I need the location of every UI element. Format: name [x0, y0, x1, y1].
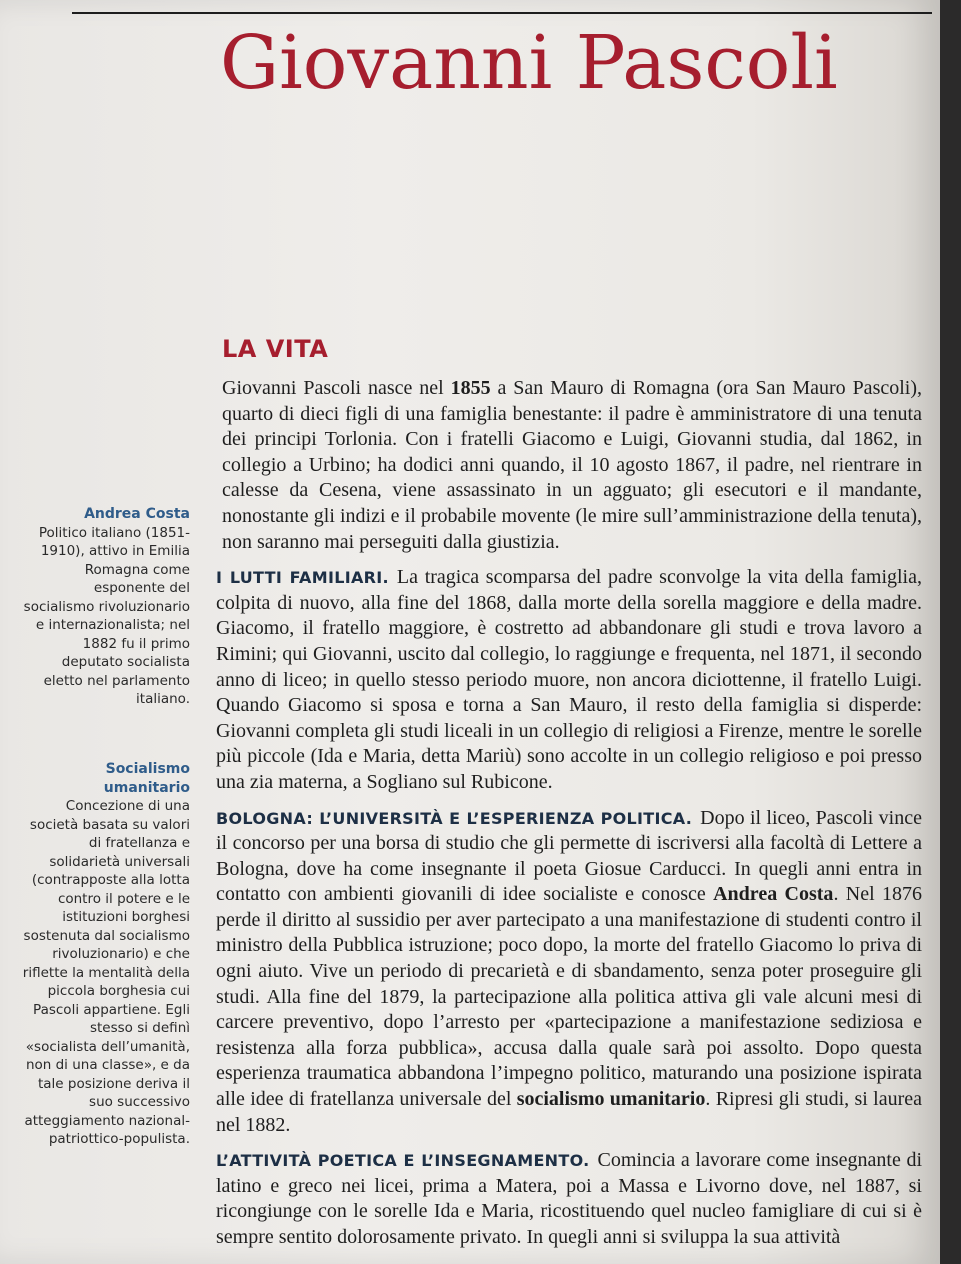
- text-run: a San Mauro di Romagna (ora San Mauro Pascoli), quarto di dieci figli di una famiglia benestante: il padre è amministratore di una tenuta dei principi Torlonia. Con i fratelli Giacomo e Luigi, Giovanni studia, dal 1862, in collegio a Urbino; ha dodici anni quando, il 10 agosto 1867, il padre, nel rientrare in calesse da Cesena, viene assassinato in un agguato; gli esecutori e il mandante, nonostante gli indizi e il probabile movente (le mire sull’amministrazione della tenuta), non saranno mai perseguiti dalla giustizia.: [222, 377, 922, 553]
- bold-term-andrea-costa: Andrea Costa: [713, 883, 834, 906]
- sidenote-socialismo-umanitario: [20, 760, 190, 1149]
- text-run: La tragica scomparsa del padre sconvolge la vita della famiglia, colpita di nuovo, alla fine del 1868, dalla morte della sorella maggiore e della madre. Giacomo, il fratello maggiore, è costretto ad abbandonare gli studi e trova lavoro a Rimini; qui Giovanni, uscito dal collegio, lo raggiunge e frequenta, nel 1871, il secondo anno di liceo; in quello stesso periodo muore, non ancora diciottenne, il fratello Luigi. Quando Giacomo si sposa e torna a San Mauro, il resto della famiglia si disperde: Giovanni completa gli studi liceali in un collegio di religiosi a Firenze, mentre le sorelle più piccole (Ida e Maria, detta Mariù) sono accolte in un collegio religioso e poi presso una zia materna, a Sogliano sul Rubicone.: [216, 566, 922, 793]
- bold-year: 1855: [450, 377, 491, 399]
- text-run: Dopo il liceo, Pascoli vince il concorso per una borsa di studio che gli permette di iscriversi alla facoltà di Lettere a Bologna, dove ha come insegnante il poeta Giosue Carducci. In quegli anni entra in contatto con ambienti giovanili di idee socialiste e conosce: [216, 806, 922, 906]
- main-text: [216, 332, 922, 1261]
- paragraph-attivita: [216, 1148, 922, 1250]
- section-heading: LA VITA: [222, 335, 329, 363]
- text-run: . Nel 1876 perde il diritto al sussidio per aver partecipato a una manifestazione di studenti contro il ministro della Pubblica istruzione; poco dopo, la morte del fratello Giacomo lo priva di ogni aiuto. Vive un periodo di precarietà e di sbandamento, senza poter proseguire gli studi. Alla fine del 1879, la partecipazione alla politica attiva gli vale alcuni mesi di carcere preventivo, dopo l’arresto per «partecipazione a manifestazione sediziosa e resistenza alla forza pubblica», accusa dalla quale sarà poi assolto. Dopo questa esperienza traumatica abbandona l’impegno politico, maturando una posizione ispirata alle idee di fratellanza universale del: [216, 883, 923, 1111]
- text-run: Comincia a lavorare come insegnante di latino e greco nei licei, prima a Matera, poi a Massa e Livorno dove, nel 1887, si ricongiunge con le sorelle Ida e Maria, ricostituendo quel nucleo famigliare di cui si è sempre sentito dolorosamente privato. In quegli anni si sviluppa la sua attività: [216, 1149, 922, 1248]
- paragraph-lead: L’ATTIVITÀ POETICA E L’INSEGNAMENTO.: [216, 1151, 590, 1171]
- paragraph-intro: [216, 376, 922, 555]
- paragraph-bologna: [216, 806, 922, 1139]
- sidenote-term: Socialismo umanitario: [103, 761, 190, 796]
- paragraph-lead: BOLOGNA: L’UNIVERSITÀ E L’ESPERIENZA POLITICA.: [216, 808, 693, 828]
- sidenote-andrea-costa: [20, 505, 190, 709]
- page-title: Giovanni Pascoli: [220, 20, 838, 106]
- paragraph-lutti: [216, 565, 922, 795]
- text-run: . Ripresi gli studi, si laurea nel 1882.: [216, 1088, 922, 1136]
- top-rule: [72, 12, 932, 14]
- bold-term-socialismo: socialismo umanitario: [516, 1088, 706, 1111]
- sidenote-text: Politico italiano (1851-1910), attivo in Emilia Romagna come esponente del socialismo rivoluzionario e internazionalista; nel 1882 fu il primo deputato socialista eletto nel parlamento italiano.: [23, 524, 190, 707]
- sidenote-term: Andrea Costa: [84, 506, 190, 522]
- sidenote-text: Concezione di una società basata su valori di fratellanza e solidarietà universali (contrapposte alla lotta contro il potere e le istituzioni borghesi sostenuta dal socialismo rivoluzionario) e che riflette la mentalità della piccola borghesia cui Pascoli appartiene. Egli stesso si definì «socialista dell’umanità, non di una classe», e da tale posizione deriva il suo successivo atteggiamento nazional-patriottico-populista.: [22, 798, 190, 1147]
- paragraph-lead: I LUTTI FAMILIARI.: [216, 568, 389, 588]
- text-run: Giovanni Pascoli nasce nel: [222, 377, 451, 399]
